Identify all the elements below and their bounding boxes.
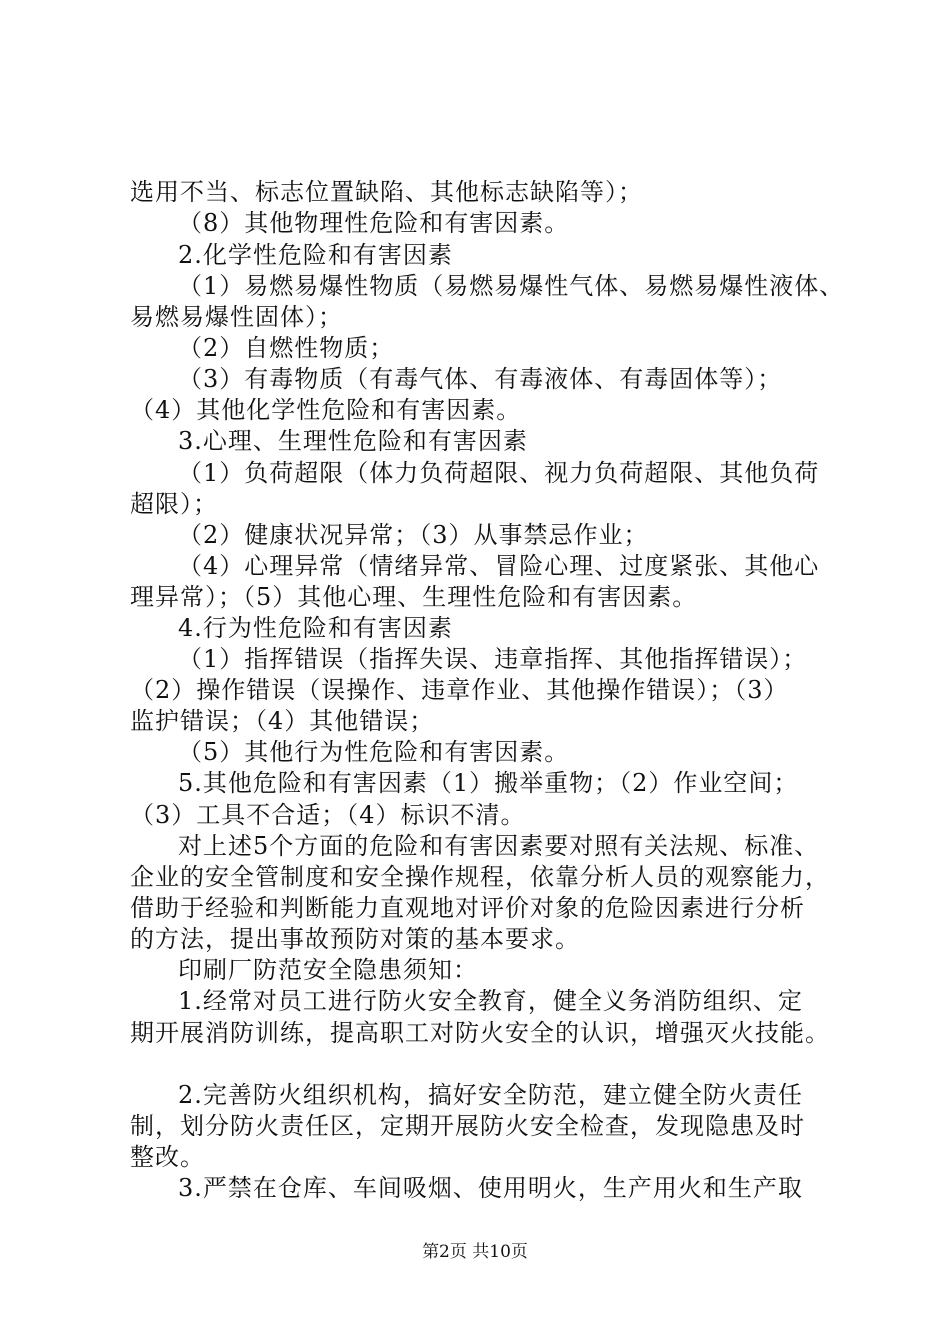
text-line: 企业的安全管制度和安全操作规程，依靠分析人员的观察能力， — [130, 863, 830, 891]
text-line: 制，划分防火责任区，定期开展防火安全检查，发现隐患及时 — [130, 1112, 805, 1140]
section-heading: 印刷厂防范安全隐患须知： — [178, 956, 478, 984]
text-line: 的方法，提出事故预防对策的基本要求。 — [130, 925, 580, 953]
section-heading: 4.行为性危险和有害因素 — [178, 614, 453, 642]
text-line: （3）工具不合适；（4）标识不清。 — [130, 801, 526, 829]
text-line: 2.完善防火组织机构，搞好安全防范，建立健全防火责任 — [178, 1081, 803, 1109]
text-line: 超限）； — [130, 490, 218, 518]
text-line: （1）指挥错误（指挥失误、违章指挥、其他指挥错误）； — [178, 645, 808, 673]
text-line: （4）其他化学性危险和有害因素。 — [130, 396, 522, 424]
page-number-footer: 第2页 共10页 — [422, 1242, 528, 1262]
text-line: 期开展消防训练，提高职工对防火安全的认识，增强灭火技能。 — [130, 1019, 830, 1047]
text-line: （1）负荷超限（体力负荷超限、视力负荷超限、其他负荷 — [178, 459, 820, 487]
text-line: （3）有毒物质（有毒气体、有毒液体、有毒固体等）； — [178, 365, 783, 393]
text-line: （2）健康状况异常；（3）从事禁忌作业； — [178, 521, 649, 549]
text-line: 监护错误；（4）其他错误； — [130, 707, 435, 735]
text-line: 选用不当、标志位置缺陷、其他标志缺陷等）； — [130, 178, 643, 206]
text-line: （8）其他物理性危险和有害因素。 — [178, 209, 570, 237]
text-line: 1.经常对员工进行防火安全教育，健全义务消防组织、定 — [178, 987, 803, 1015]
text-line: （5）其他行为性危险和有害因素。 — [178, 738, 570, 766]
text-line: 借助于经验和判断能力直观地对评价对象的危险因素进行分析 — [130, 894, 805, 922]
text-line: 理异常）；（5）其他心理、生理性危险和有害因素。 — [130, 583, 698, 611]
text-line: 对上述5个方面的危险和有害因素要对照有关法规、标准、 — [178, 832, 820, 860]
section-heading: 2.化学性危险和有害因素 — [178, 241, 453, 269]
text-line: （2）操作错误（误操作、违章作业、其他操作错误）；（3） — [130, 676, 789, 704]
text-line: 3.严禁在仓库、车间吸烟、使用明火，生产用火和生产取 — [178, 1174, 803, 1202]
text-line: （4）心理异常（情绪异常、冒险心理、过度紧张、其他心 — [178, 552, 820, 580]
text-line: （1）易燃易爆性物质（易燃易爆性气体、易燃易爆性液体、 — [178, 272, 845, 300]
text-line: 易燃易爆性固体）； — [130, 303, 343, 331]
section-heading: 3.心理、生理性危险和有害因素 — [178, 427, 528, 455]
text-line: （2）自燃性物质； — [178, 334, 395, 362]
text-line: 整改。 — [130, 1143, 205, 1171]
section-heading: 5.其他危险和有害因素（1）搬举重物；（2）作业空间； — [178, 769, 799, 797]
